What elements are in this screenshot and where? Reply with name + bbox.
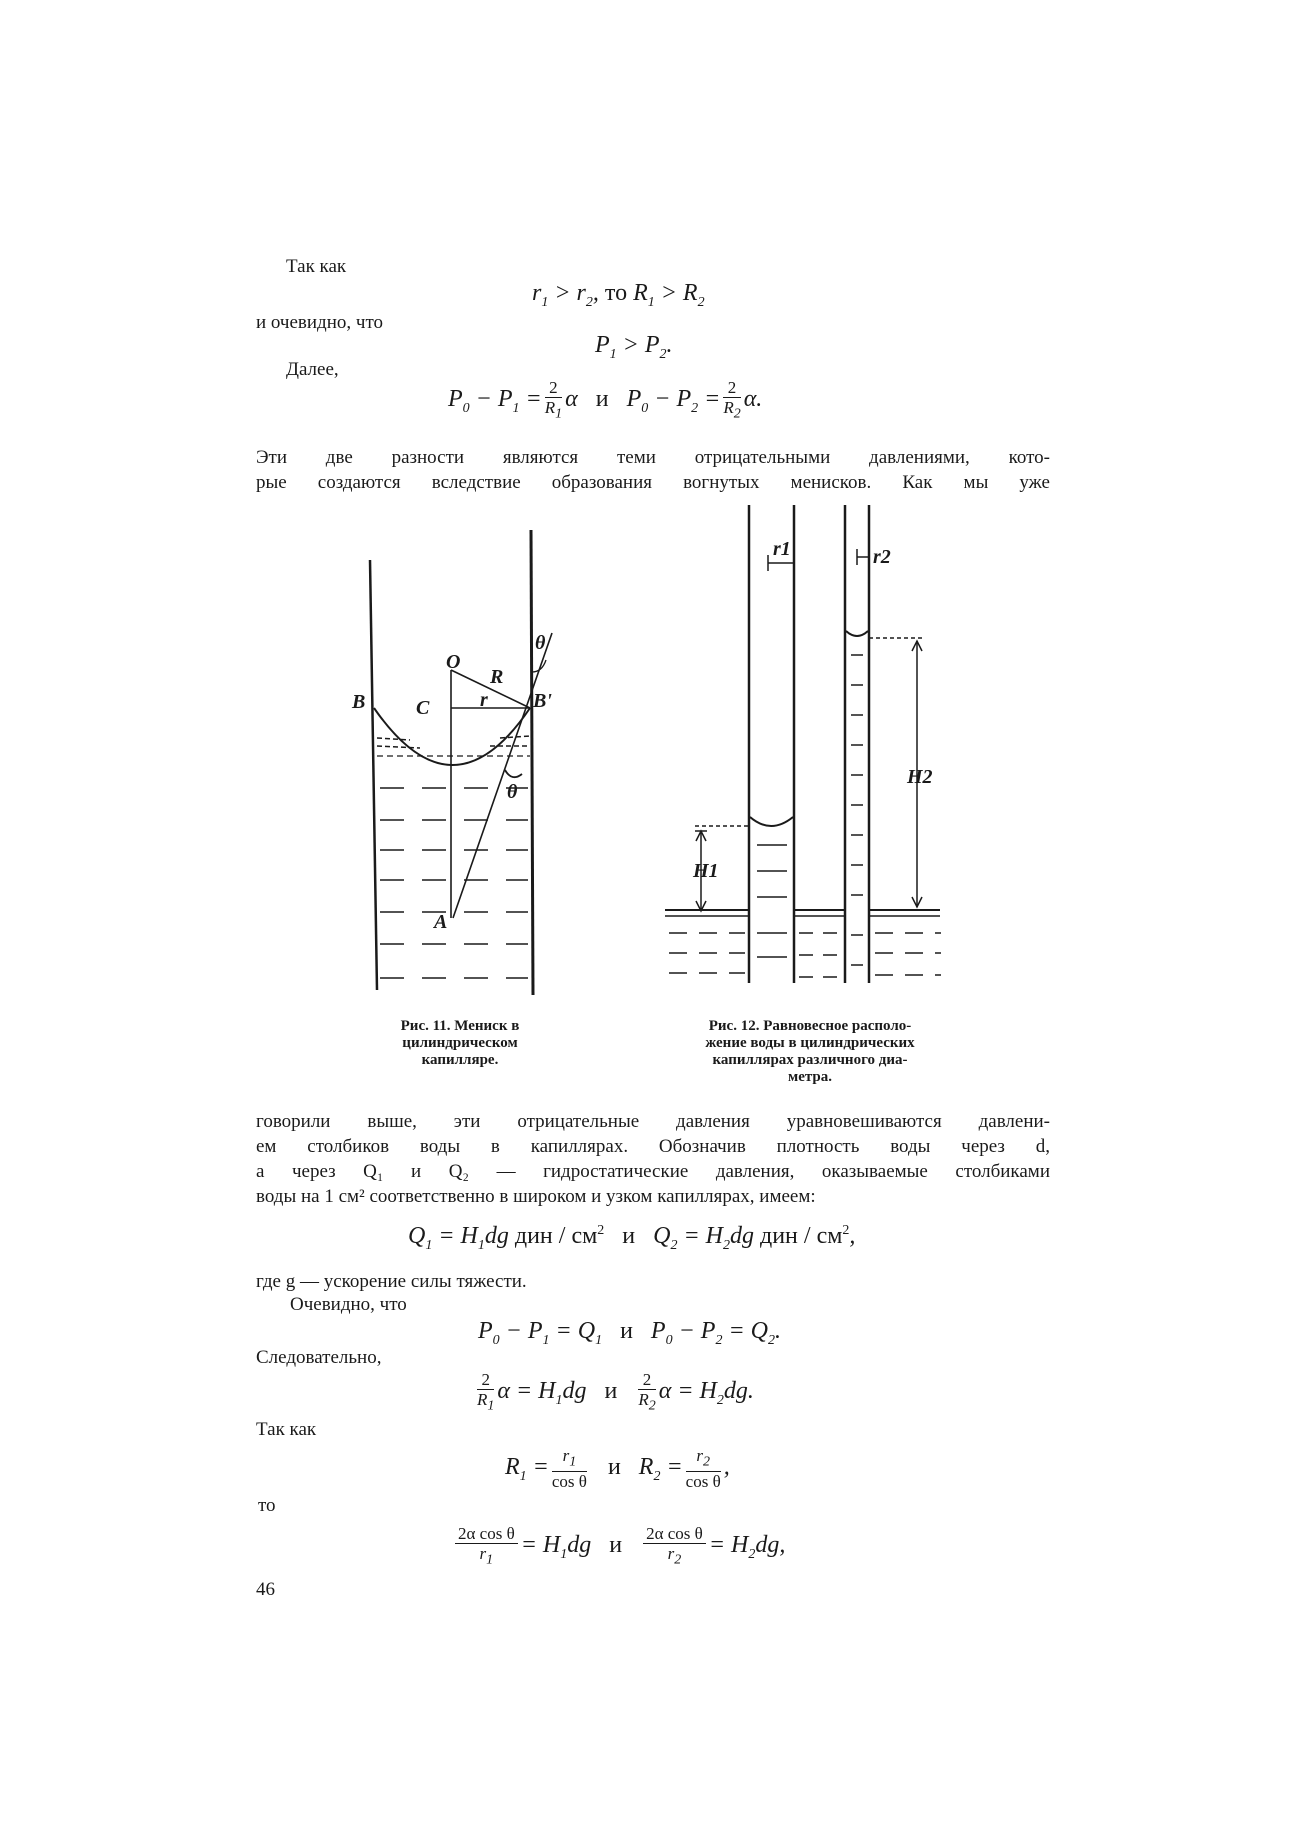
figure-12-capillaries-diagram [655,505,955,995]
fig12-caption-line-2: жение воды в цилиндрических [705,1035,915,1051]
fig12-label-r1: r1 [773,538,791,560]
formula-pressure-differences: $P_0 - P_1$ = $\frac{2}{R_1}$ α и $P_0 - P_2$ = $\frac{2}{R_2}$ α. [448,378,763,422]
paragraph-1-line-2: рые создаются вследствие образования вогнутых менисков. Как мы уже [256,472,1050,493]
fig11-label-B-prime: B' [533,690,552,712]
figure-11-meniscus-diagram [350,500,580,1000]
text-tak-kak-1: Так как [286,256,347,277]
text-sledovatelno: Следовательно, [256,1347,382,1368]
figure-12-caption [650,1018,970,1086]
text-ochevidno-chto: Очевидно, что [290,1294,407,1315]
fig11-label-theta-bottom: θ [507,781,518,803]
fig12-caption-line-1: Рис. 12. Равновесное располо- [708,1018,912,1034]
fig11-label-theta-top: θ [535,632,546,654]
fig12-label-r2: r2 [873,546,891,568]
fig12-caption-line-3: капиллярах различного диа- [712,1052,908,1068]
fig11-label-O: O [446,651,461,673]
fig11-caption-line-3: капилляре. [421,1052,499,1068]
fig12-label-H2: H2 [907,766,933,788]
fig11-label-r: r [480,689,488,711]
page-number: 46 [256,1579,275,1600]
paragraph-2-line-4: воды на 1 см² соответственно в широком и узком капиллярах, имеем: [256,1186,816,1207]
text-i-ochevidno: и очевидно, что [256,312,383,333]
text-tak-kak-2: Так как [256,1419,317,1440]
formula-p-equals-q: $P_0 - P_1 = Q_1$ и $P_0 - P_2 = Q_2$. [478,1318,781,1348]
fig11-caption-line-2: цилиндрическом [402,1035,518,1051]
formula-p1-gt-p2: $P_1 > P_2$. [595,332,673,362]
fig11-caption-line-1: Рис. 11. Мениск в [400,1018,520,1034]
figure-11-caption [330,1018,590,1069]
paragraph-2-line-3: а через Q₁ и Q₂ — гидростатические давления, оказываемые столбиками [256,1161,1050,1182]
formula-r-cos-theta: $R_1$ = $\frac{r_1}{\text{cos θ}}$ и $R_2$ = $\frac{r_2}{\text{cos θ}}$ , [505,1446,730,1492]
paragraph-1-line-1: Эти две разности являются теми отрицательными давлениями, кото- [256,447,1050,468]
fig12-label-H1: H1 [693,860,719,882]
fig11-label-R: R [490,666,504,688]
fig11-label-C: C [416,697,430,719]
fig12-caption-line-4: метра. [787,1069,833,1085]
paragraph-2-line-2: ем столбиков воды в капиллярах. Обозначив плотность воды через d, [256,1136,1050,1157]
formula-final: $\frac{\text{2α cos θ}}{r_1}$ = $H_1dg$ и $\frac{\text{2α cos θ}}{r_2}$ = $H_2dg$, [452,1524,785,1569]
formula-r1-gt-r2: $r_1 > r_2$, то $R_1 > R_2$ [532,280,705,310]
text-dalee: Далее, [286,359,339,380]
fig11-label-B: B [352,691,366,713]
fig11-label-A: A [434,911,448,933]
text-to: то [258,1495,276,1516]
paragraph-2-line-1: говорили выше, эти отрицательные давления уравновешиваются давлени- [256,1111,1050,1132]
formula-alpha-equals-hdg: $\frac{2}{R_1}$ $\alpha = H_1dg$ и $\frac{2}{R_2}$ $\alpha = H_2dg$. [477,1370,754,1414]
text-gde-g: где g — ускорение силы тяжести. [256,1271,527,1292]
formula-q-hydrostatic: $Q_1 = H_1dg$ дин / $см^2$ и $Q_2 = H_2dg$ дин / $см^2$, [408,1223,856,1253]
